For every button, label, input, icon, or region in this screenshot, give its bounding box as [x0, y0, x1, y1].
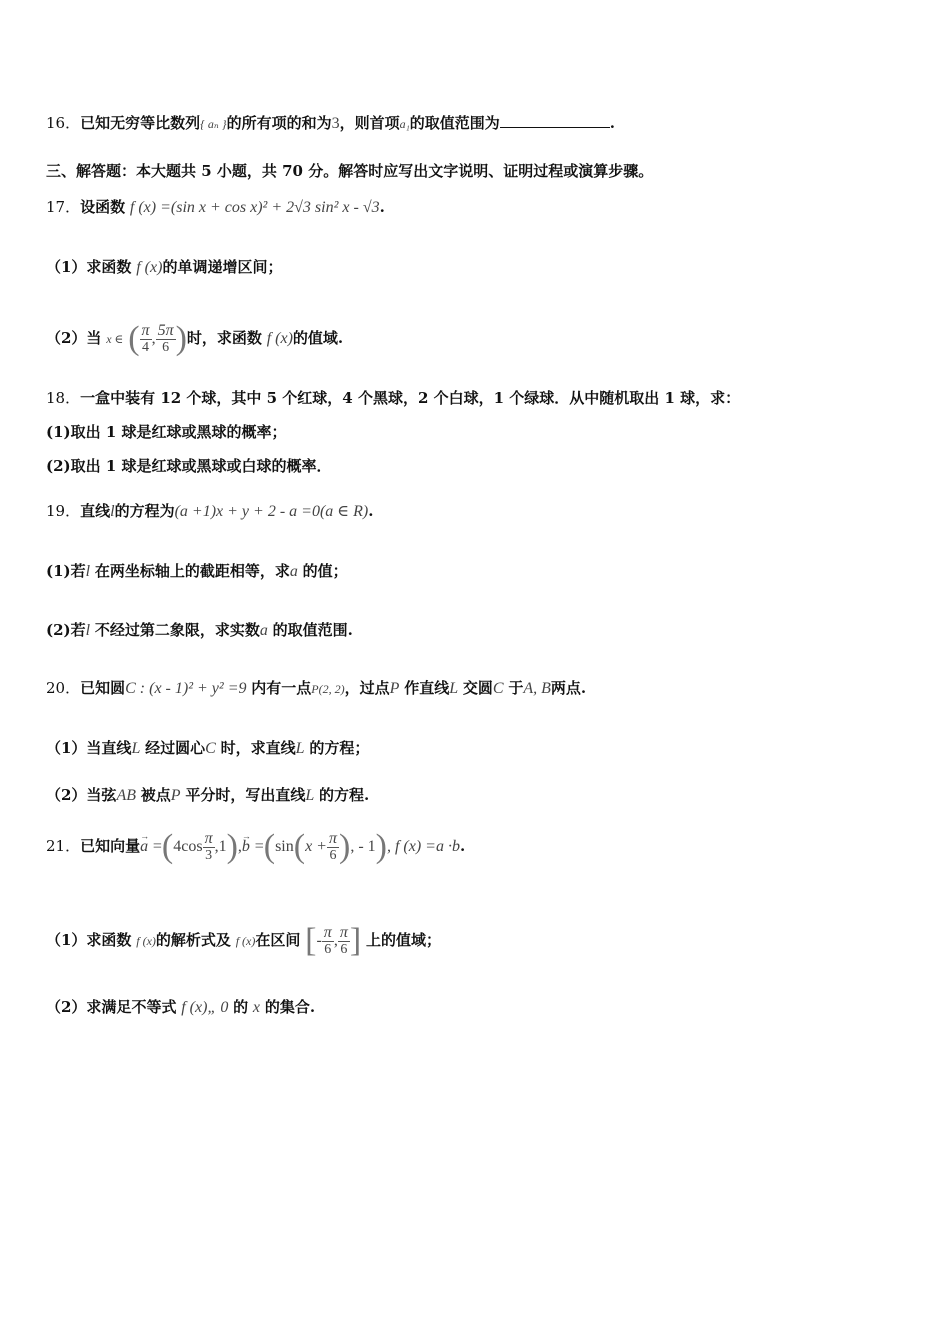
q21-p1-f: f (x): [136, 934, 156, 948]
q20-p1-t2: 时，求直线: [220, 739, 296, 757]
q19-p2-l: l: [85, 622, 91, 639]
q20-t4: 交圆: [462, 679, 493, 697]
q20-p1-L: L: [131, 740, 141, 757]
q20-p1-t1: 经过圆心: [145, 739, 206, 757]
q20-number: 20．: [46, 679, 81, 697]
q20-p2-t2: 平分时，写出直线: [185, 786, 306, 804]
q17-p2-f: f (x): [266, 330, 293, 347]
q21-p1-t2: 在区间: [255, 931, 301, 949]
q17-part-1: [46, 256, 910, 279]
q21-one: ,1: [214, 838, 227, 855]
q16-sum: 3: [331, 115, 340, 132]
q21-eq2: =: [254, 838, 264, 855]
q20-point: P(2, 2): [311, 682, 345, 696]
section-3-title: 三、解答题：本大题共 5 小题，共 70 分。解答时应写出文字说明、证明过程或演算步骤。: [46, 162, 654, 180]
q20-AB: A, B: [523, 680, 551, 697]
q19-formula: (a +1)x + y + 2 - a =0(a ∈ R): [174, 503, 369, 520]
q20-p2-AB: AB: [116, 787, 136, 804]
q21-eq1: =: [152, 838, 162, 855]
q17-p2-open-paren: (: [128, 320, 140, 357]
q20-C: C: [492, 680, 504, 697]
question-18: [46, 387, 910, 409]
q19-part-1: [46, 560, 910, 583]
q19-mid: 的方程为: [114, 502, 175, 520]
q21-p2-t1: 的: [233, 998, 249, 1016]
q21-p1-frac1: $\frac{\pi}{6}$: [323, 923, 332, 957]
q20-p1-end: 的方程；: [309, 739, 370, 757]
q21-p2-end: 的集合.: [264, 998, 316, 1016]
q21-frac-pi-3: $\frac{\pi}{3}$: [204, 829, 213, 863]
q21-end: .: [459, 837, 466, 855]
q19-p1-l: l: [85, 563, 91, 580]
q20-t3: 作直线: [404, 679, 450, 697]
q21-cos-part: 4cos: [173, 838, 203, 855]
q19-p1-label: (1)若: [46, 562, 86, 580]
q17-p2-frac2: $\frac{5\pi}{6}$: [157, 321, 174, 355]
q21-p1-neg: -: [316, 932, 322, 949]
q20-p2-end: 的方程.: [319, 786, 370, 804]
q20-p2-t1: 被点: [140, 786, 171, 804]
question-16: [46, 112, 910, 135]
q21-p1-frac2: $\frac{\pi}{6}$: [339, 923, 348, 957]
q20-t5: 于: [508, 679, 524, 697]
q21-number: 21．: [46, 837, 81, 855]
q16-end: .: [609, 114, 616, 132]
q21-f-def: , f (x) =: [386, 838, 436, 855]
q21-sin-part: sin: [275, 838, 294, 855]
q19-p2-a: a: [259, 622, 268, 639]
q21-p1-end: 上的值域；: [365, 931, 441, 949]
q17-p2-x: x ∈: [106, 332, 124, 346]
q19-p1-text: 在两坐标轴上的截距相等，求: [94, 562, 290, 580]
q17-p2-label: （2）当: [46, 329, 102, 347]
q20-circle: C : (x - 1)² + y² =9: [125, 680, 247, 697]
q16-text-c: ，则首项: [339, 114, 400, 132]
q17-p1-f: f (x): [136, 259, 163, 276]
q16-number: 16．: [46, 114, 81, 132]
q17-p2-end: 的值域.: [292, 329, 344, 347]
q19-p2-label: (2)若: [46, 621, 86, 639]
q17-p2-frac1: $\frac{\pi}{4}$: [141, 321, 150, 355]
q19-l: l: [110, 503, 115, 520]
q17-number: 17．: [46, 198, 81, 216]
q21-p2-label: （2）求满足不等式: [46, 998, 177, 1016]
q19-p1-a: a: [289, 563, 298, 580]
q20-L: L: [449, 680, 459, 697]
q20-p1-L2: L: [295, 740, 305, 757]
q21-p2-x: x: [252, 999, 261, 1016]
q20-p1-label: （1）当直线: [46, 739, 132, 757]
q19-p2-end: 的取值范围.: [272, 621, 353, 639]
q21-p1-open-bracket: [: [305, 922, 317, 959]
question-17: [46, 196, 910, 219]
q17-p1-label: （1）求函数: [46, 258, 132, 276]
q19-p1-end: 的值；: [302, 562, 348, 580]
question-20: [46, 677, 910, 700]
q21-p1-close-bracket: ]: [349, 922, 362, 959]
question-19: [46, 500, 910, 523]
q16-answer-blank: [500, 113, 610, 128]
q20-part-2: [46, 784, 910, 807]
q18-text: 一盒中装有 12 个球，其中 5 个红球，4 个黑球，2 个白球，1 个绿球．从中随机取出 1 球，求：: [80, 389, 741, 407]
q17-part-2: （2）当 x ∈ ( $\frac{\pi}{4}$ , $\frac{5\pi}{6}$ )时，求函数 f (x)的值域.: [46, 320, 344, 357]
q16-seq: { aₙ }: [200, 117, 227, 131]
q20-p2-L: L: [305, 787, 315, 804]
q21-x-plus: x +: [305, 838, 327, 855]
q20-part-1: [46, 737, 910, 760]
question-21: 21．已知向量→ a =(4cos $\frac{\pi}{3}$ ,1),→ b =(sin(x + $\frac{\pi}{6}$ ), - 1), f (x) =a ·b.: [46, 824, 910, 869]
q18-part-2: (2)取出 1 球是红球或黑球或白球的概率．: [46, 457, 332, 475]
q20-P: P: [389, 680, 400, 697]
q21-b-close: ): [375, 828, 387, 865]
q21-p2-ineq: f (x)„ 0: [181, 999, 229, 1016]
q17-lead: 设函数: [80, 198, 126, 216]
q17-formula: f (x) =(sin x + cos x)² + 2√3 sin² x - √3: [129, 199, 380, 216]
q17-p2-close-paren: ): [175, 320, 187, 357]
q21-sin-close: ): [338, 828, 351, 865]
q17-end: .: [379, 198, 385, 216]
q16-first: a₁: [399, 117, 410, 131]
q19-p2-text: 不经过第二象限，求实数: [94, 621, 260, 639]
q21-b-open: (: [263, 828, 276, 865]
q20-t1: 内有一点: [251, 679, 312, 697]
q21-b-vec: → b: [242, 825, 250, 869]
q19-part-2: [46, 619, 910, 642]
q20-p1-C: C: [205, 740, 216, 757]
q21-dot: a ·b: [435, 838, 460, 855]
q20-p2-label: （2）当弦: [46, 786, 117, 804]
q21-a-vec: → a: [140, 825, 148, 869]
q19-lead: 直线: [80, 502, 111, 520]
q18-number: 18．: [46, 389, 81, 407]
q21-p1-f2: f (x): [235, 934, 256, 948]
q17-p2-text: 时，求函数: [186, 329, 262, 347]
q20-p2-P: P: [170, 787, 181, 804]
q19-end: .: [368, 502, 374, 520]
q16-text-a: 已知无穷等比数列: [80, 114, 201, 132]
q21-a-open: (: [161, 828, 174, 865]
q21-frac-pi-6: $\frac{\pi}{6}$: [328, 829, 337, 863]
q16-text-b: 的所有项的和为: [226, 114, 332, 132]
q21-minus-one: , - 1: [350, 838, 376, 855]
q16-text-d: 的取值范围为: [409, 114, 500, 132]
q20-lead: 已知圆: [80, 679, 126, 697]
q21-part-1: （1）求函数 f (x)的解析式及 f (x)在区间 [- $\frac{\pi}{6}$ , $\frac{\pi}{6}$ ] 上的值域；: [46, 922, 441, 959]
q20-t6: 两点.: [550, 679, 587, 697]
q21-a-close: ): [226, 828, 238, 865]
q21-sin-open: (: [293, 828, 306, 865]
q17-p1-text: 的单调递增区间；: [162, 258, 283, 276]
q21-lead: 已知向量: [80, 837, 141, 855]
q21-p1-t1: 的解析式及: [155, 931, 231, 949]
q18-part-1: (1)取出 1 球是红球或黑球的概率；: [46, 423, 287, 441]
q21-p1-label: （1）求函数: [46, 931, 132, 949]
q21-part-2: [46, 996, 910, 1019]
q19-number: 19．: [46, 502, 81, 520]
q20-t2: ，过点: [344, 679, 390, 697]
